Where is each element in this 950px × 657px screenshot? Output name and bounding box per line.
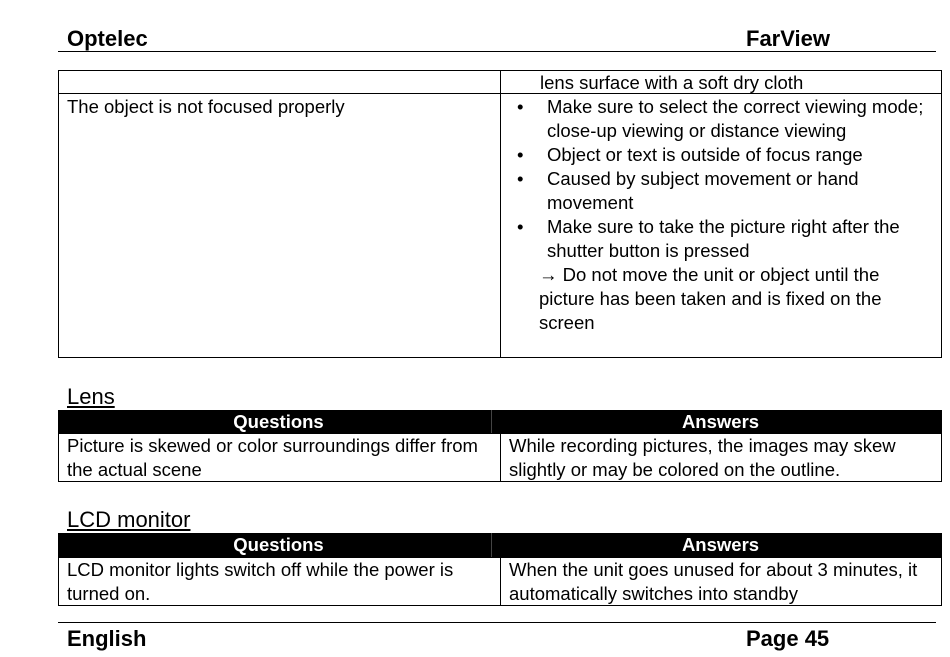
bullet-text: Object or text is outside of focus range bbox=[547, 144, 863, 165]
bullet-icon: • bbox=[517, 144, 524, 165]
lcd-answer: When the unit goes unused for about 3 minutes, it automatically switches into standby bbox=[509, 559, 918, 604]
header-brand: Optelec bbox=[67, 26, 148, 51]
header-separator bbox=[491, 410, 492, 434]
lens-question: Picture is skewed or color surroundings differ from the actual scene bbox=[67, 435, 478, 480]
header-product: FarView bbox=[746, 26, 830, 51]
arrow-note-text: Do not move the unit or object until the picture has been taken and is fixed on the screen bbox=[539, 264, 882, 333]
lens-col-questions: Questions bbox=[233, 411, 324, 432]
bullet-text: Make sure to select the correct viewing mode; close-up viewing or distance viewing bbox=[547, 96, 924, 141]
footer-rule bbox=[58, 622, 936, 623]
header-rule bbox=[58, 51, 936, 52]
focus-question: The object is not focused properly bbox=[67, 96, 345, 117]
continued-answer: lens surface with a soft dry cloth bbox=[540, 72, 804, 93]
footer-page-number: Page 45 bbox=[746, 626, 830, 651]
bullet-icon: • bbox=[517, 168, 524, 189]
continued-row bbox=[58, 70, 942, 94]
column-divider bbox=[500, 434, 501, 481]
focus-bullet-list bbox=[507, 95, 937, 263]
bullet-icon: • bbox=[517, 96, 524, 117]
column-divider bbox=[500, 558, 501, 605]
lens-row bbox=[58, 433, 942, 482]
lens-section-title: Lens bbox=[67, 384, 115, 409]
bullet-text: Caused by subject movement or hand movement bbox=[547, 168, 859, 213]
lens-table-header bbox=[58, 410, 942, 434]
lcd-row bbox=[58, 557, 942, 606]
lcd-section-title: LCD monitor bbox=[67, 507, 191, 532]
list-item bbox=[507, 167, 937, 215]
arrow-note bbox=[507, 263, 937, 335]
lens-answer: While recording pictures, the images may skew slightly or may be colored on the outline. bbox=[509, 435, 896, 480]
list-item bbox=[507, 95, 937, 143]
arrow-icon: → bbox=[539, 264, 558, 285]
lcd-table-header bbox=[58, 533, 942, 557]
lcd-question: LCD monitor lights switch off while the power is turned on. bbox=[67, 559, 454, 604]
bullet-icon: • bbox=[517, 216, 524, 237]
list-item bbox=[507, 215, 937, 263]
bullet-text: Make sure to take the picture right after the shutter button is pressed bbox=[547, 216, 900, 261]
lens-col-answers: Answers bbox=[681, 411, 760, 432]
focus-answer bbox=[507, 95, 937, 357]
column-divider bbox=[500, 71, 501, 93]
column-divider bbox=[500, 94, 501, 357]
list-item bbox=[507, 143, 937, 167]
footer-language: English bbox=[67, 626, 147, 651]
header-separator bbox=[491, 533, 492, 557]
lcd-col-questions: Questions bbox=[233, 534, 324, 555]
lcd-col-answers: Answers bbox=[681, 534, 760, 555]
focus-row bbox=[58, 93, 942, 358]
